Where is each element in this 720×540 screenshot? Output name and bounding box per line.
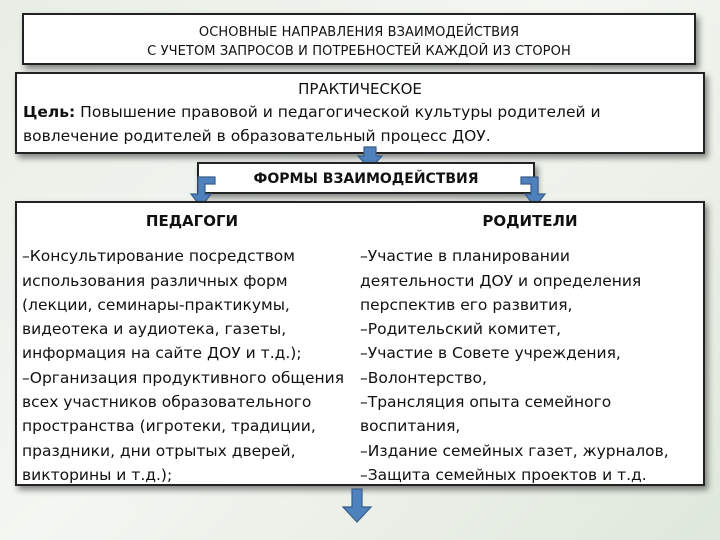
- parents-heading: РОДИТЕЛИ: [482, 212, 578, 230]
- parents-line: –Родительский комитет,: [360, 320, 562, 339]
- teachers-line: пространства (игротеки, традиции,: [22, 417, 316, 436]
- parents-line: перспектив его развития,: [360, 295, 573, 314]
- arrow-bottom-icon: [341, 488, 373, 524]
- forms-content-box: [15, 201, 705, 486]
- teachers-line: всех участников образовательного: [22, 393, 312, 412]
- teachers-line: (лекции, семинары-практикумы,: [22, 295, 290, 314]
- parents-line: –Издание семейных газет, журналов,: [360, 441, 669, 460]
- parents-line: –Участие в планировании: [360, 247, 570, 266]
- title-box: [22, 13, 696, 65]
- parents-line: –Волонтерство,: [360, 368, 487, 387]
- parents-line: воспитания,: [360, 417, 461, 436]
- teachers-heading: ПЕДАГОГИ: [145, 212, 239, 230]
- forms-heading: ФОРМЫ ВЗАИМОДЕЙСТВИЯ: [197, 162, 535, 194]
- teachers-line: праздники, дни отрытых дверей,: [22, 441, 296, 460]
- goal-text: [17, 100, 703, 148]
- title-line-1: ОСНОВНЫЕ НАПРАВЛЕНИЯ ВЗАИМОДЕЙСТВИЯ: [198, 25, 520, 40]
- teachers-line: викторины и т.д.);: [22, 465, 173, 484]
- parents-column: [360, 203, 700, 487]
- teachers-line: видеотека и аудиотека, газеты,: [22, 320, 287, 339]
- teachers-line: информация на сайте ДОУ и т.д.);: [22, 344, 302, 363]
- parents-line: –Трансляция опыта семейного: [360, 393, 612, 412]
- teachers-line: –Консультирование посредством: [22, 247, 295, 266]
- teachers-line: –Организация продуктивного общения: [22, 368, 345, 387]
- practical-heading: ПРАКТИЧЕСКОЕ: [298, 80, 422, 98]
- title-line-2: С УЧЕТОМ ЗАПРОСОВ И ПОТРЕБНОСТЕЙ КАЖДОЙ ИЗ СТОРОН: [147, 44, 571, 59]
- parents-line: –Защита семейных проектов и т.д.: [360, 465, 647, 484]
- goal-label: Цель:: [23, 103, 76, 121]
- goal-line-1: Повышение правовой и педагогической культуры родителей и: [75, 103, 601, 121]
- teachers-column: [22, 203, 362, 487]
- parents-line: –Участие в Совете учреждения,: [360, 344, 621, 363]
- practical-box: [15, 72, 705, 154]
- teachers-line: использования различных форм: [22, 271, 288, 290]
- parents-line: деятельности ДОУ и определения: [360, 271, 642, 290]
- goal-line-2: вовлечение родителей в образовательный процесс ДОУ.: [23, 127, 491, 145]
